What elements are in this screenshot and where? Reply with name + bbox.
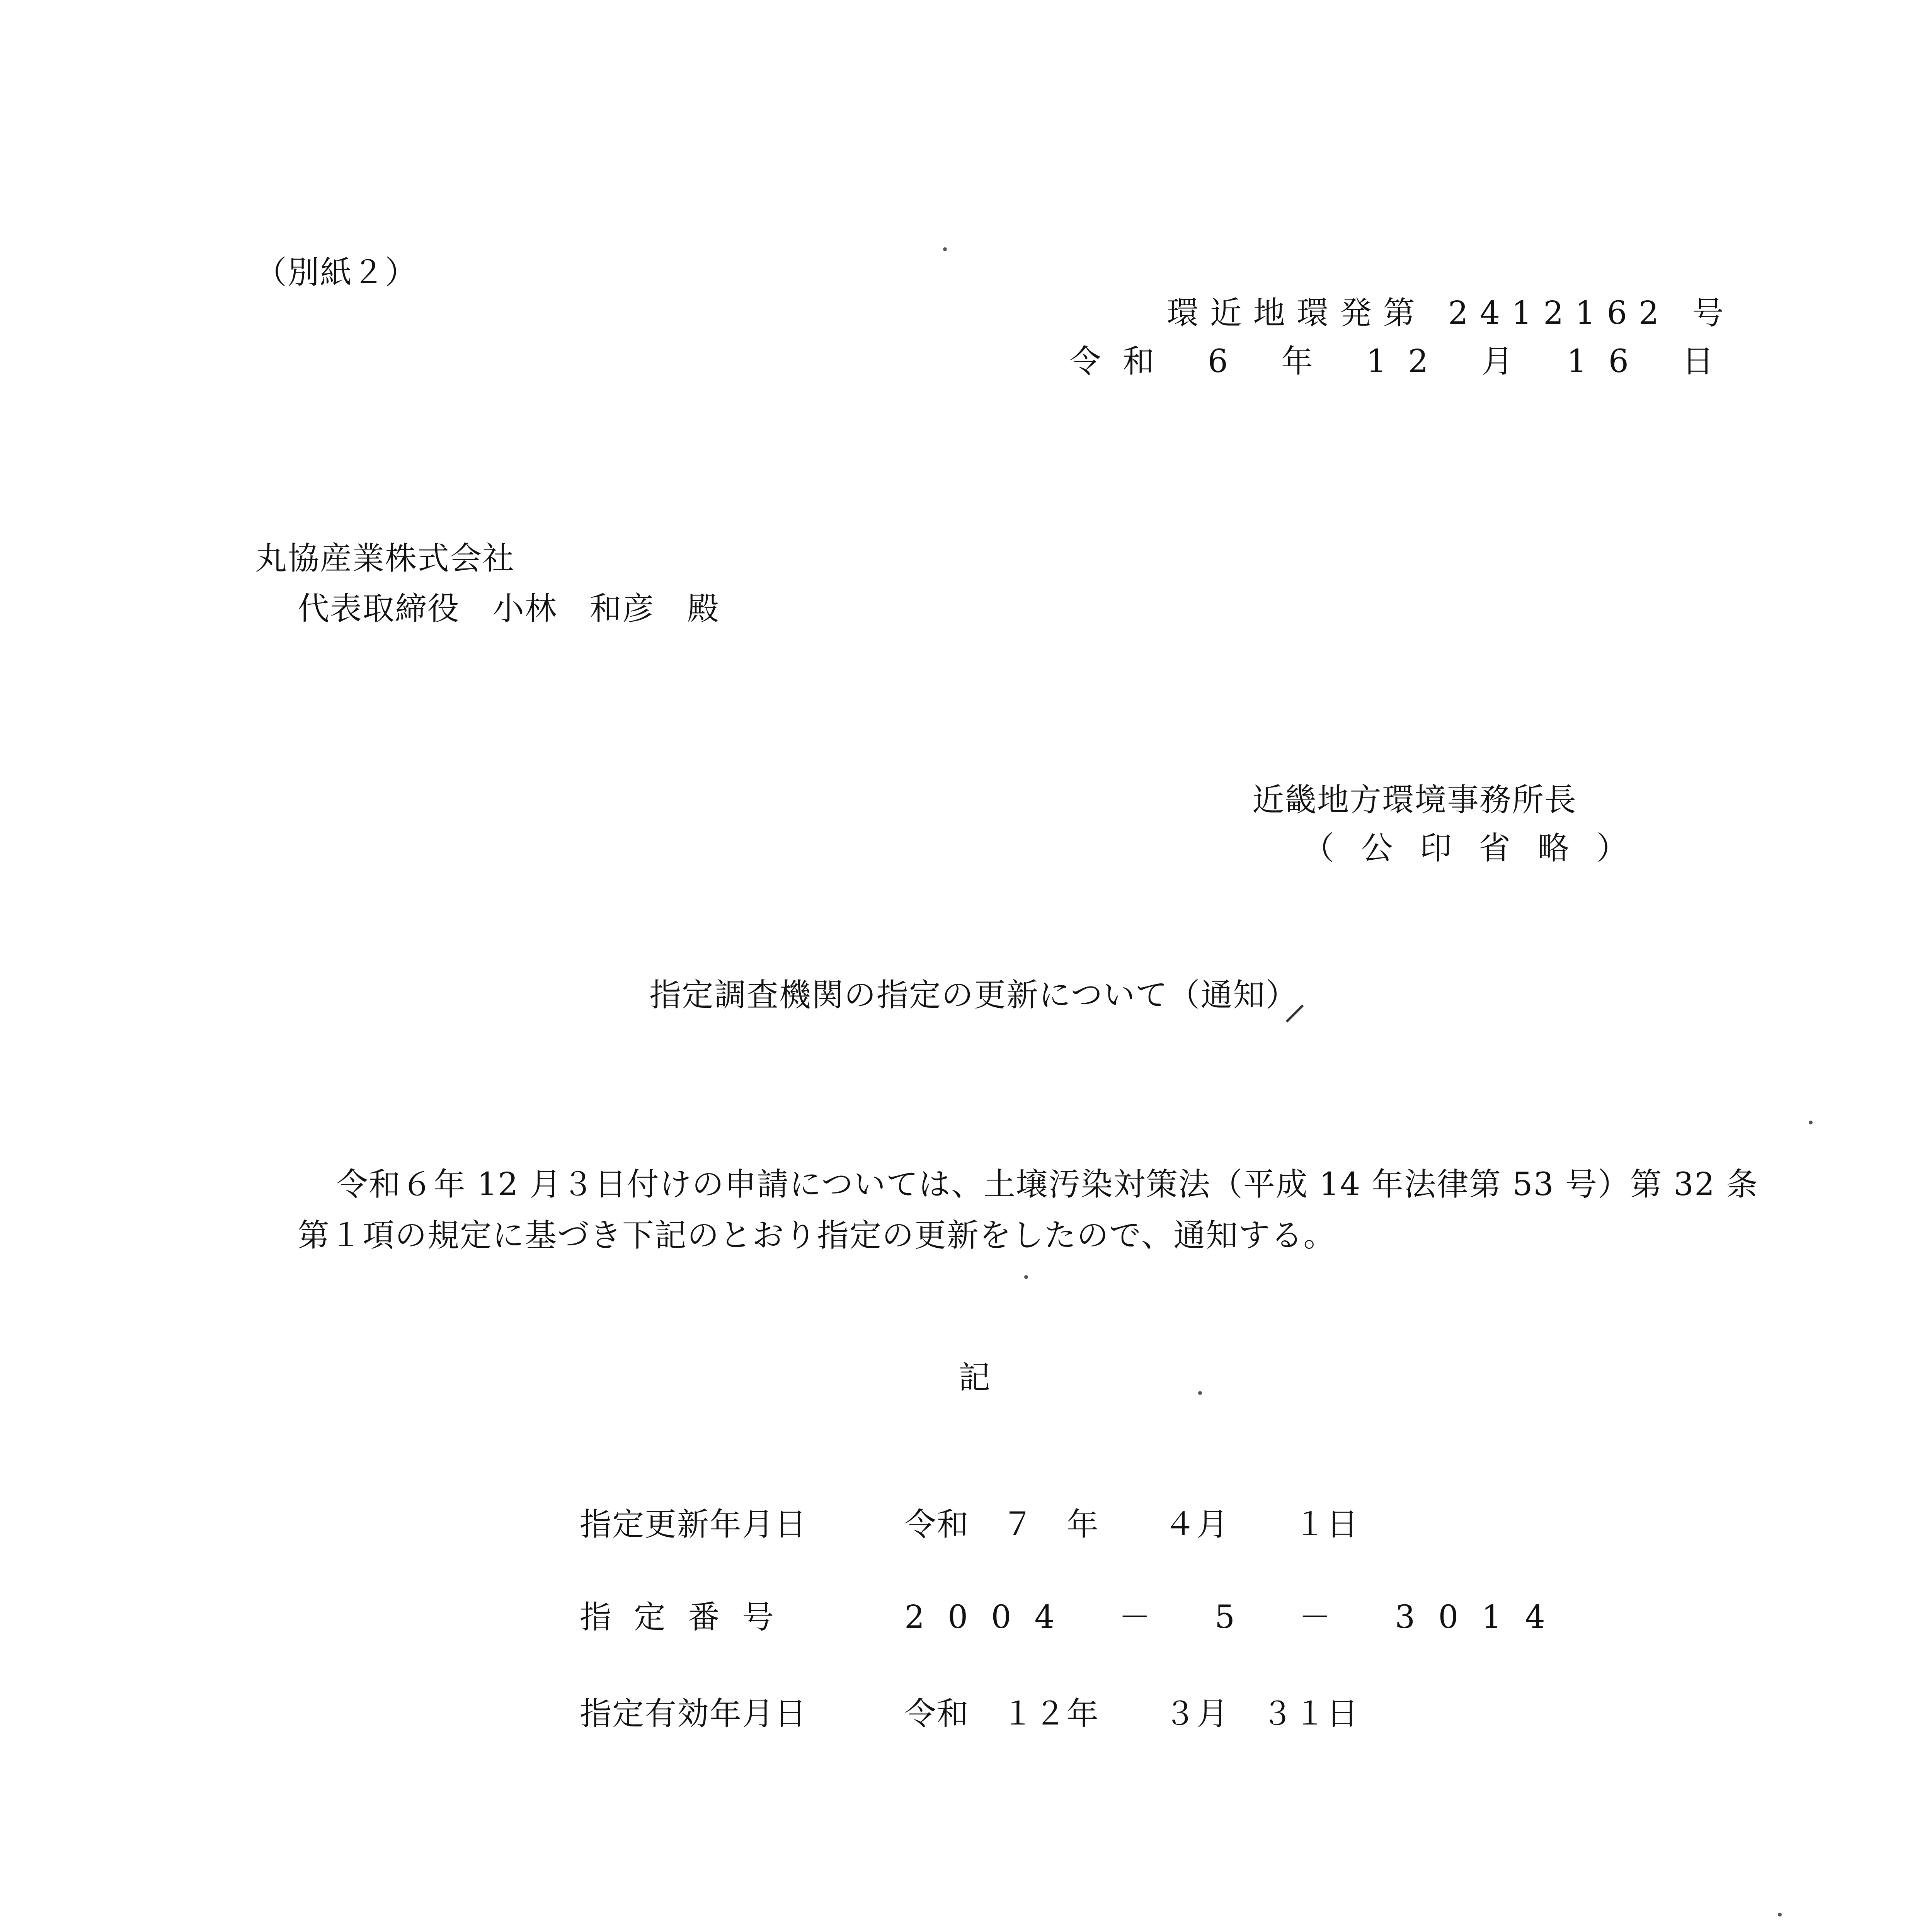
expiry-date-label: 指定有効年月日 — [580, 1696, 807, 1732]
scan-speck — [943, 247, 947, 251]
document-number: 環近地環発第 2412162 号 — [1166, 295, 1735, 332]
recipient-representative: 代表取締役 小林 和彦 殿 — [298, 590, 720, 627]
designation-number-value: 2004 － 5 － 3014 — [904, 1599, 1568, 1636]
document-date: 令和 6 年 12 月 16 日 — [1069, 343, 1735, 380]
sender-seal-note: （公印省略） — [1302, 830, 1655, 867]
sender-office: 近畿地方環境事務所長 — [1252, 782, 1577, 818]
designation-number-label: 指定番号 — [580, 1599, 797, 1636]
renewal-date-value: 令和 ７ 年 ４月 １日 — [904, 1506, 1359, 1543]
recipient-company: 丸協産業株式会社 — [255, 540, 515, 577]
attachment-label: （別紙２） — [255, 254, 418, 291]
renewal-date-label: 指定更新年月日 — [580, 1506, 807, 1543]
scan-speck — [1809, 1121, 1813, 1124]
scan-speck — [1024, 1275, 1028, 1279]
scan-speck — [1198, 1391, 1202, 1395]
document-title: 指定調査機関の指定の更新について（通知） — [649, 977, 1298, 1014]
body-paragraph: 令和６年 12 月３日付けの申請については、土壌汚染対策法（平成 14 年法律第 53 号）第 32 条第１項の規定に基づき下記のとおり指定の更新をしたので、通知する。 — [298, 1166, 1759, 1254]
ki-heading: 記 — [958, 1359, 991, 1396]
expiry-date-value: 令和 １２年 ３月 ３１日 — [904, 1696, 1359, 1732]
scan-speck — [1778, 1913, 1782, 1917]
